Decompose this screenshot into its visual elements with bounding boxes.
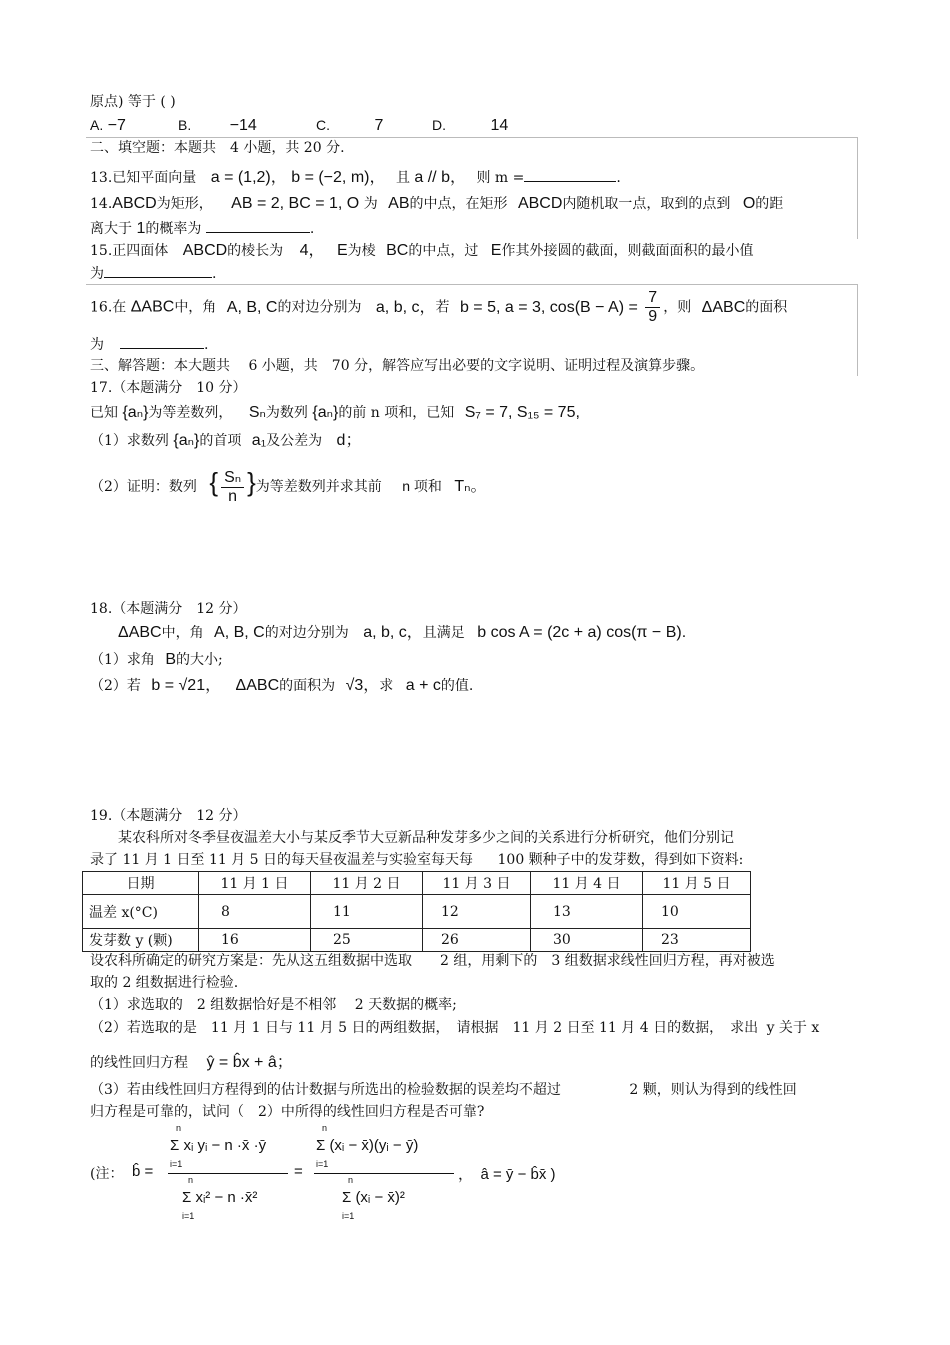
- q17-n-sum: n 项和: [402, 478, 442, 494]
- q19-part-3-line-2: 归方程是可靠的，试问（ 2）中所得的线性回归方程是否可靠?: [90, 1104, 485, 1120]
- q16-text: 在: [112, 299, 127, 316]
- q19-text: 录了 11 月 1 日至 11 月 5 日的每天昼夜温差与实验室每天每: [90, 852, 474, 868]
- q18-line-1: [118, 623, 686, 643]
- q15-e: E: [336, 242, 348, 259]
- table-cell: 23: [643, 929, 751, 952]
- table-cell: 26: [423, 929, 531, 952]
- q14-rect: ABCD: [112, 195, 157, 212]
- q12-option-d-label: D.: [432, 117, 446, 133]
- q19-text: 100 颗种子中的发芽数，得到如下资料:: [497, 852, 744, 868]
- q16-condition: b = 5, a = 3, cos(B − A) =: [459, 298, 638, 316]
- q18-b: B: [165, 651, 177, 668]
- sum-lower-i: i=1: [170, 1159, 183, 1169]
- q19-title: 19.（本题满分 12 分）: [90, 808, 247, 824]
- q19-text: 的线性回归方程: [90, 1055, 188, 1071]
- q17-given: S₇ = 7, S₁₅ = 75,: [464, 404, 580, 421]
- q14-text: 的距: [755, 196, 784, 212]
- q16-text: 的面积: [745, 299, 788, 316]
- q17-text: 为数列: [265, 405, 308, 421]
- q17-brace-left: {: [209, 467, 219, 497]
- q16-end: .: [204, 337, 209, 353]
- scan-line: [857, 284, 858, 376]
- q16-triangle: ΔABC: [701, 298, 746, 316]
- q15-bc: BC: [386, 242, 409, 259]
- scan-line: [857, 137, 858, 239]
- q18-text: 中，角: [161, 625, 204, 641]
- q18-angles: A, B, C: [214, 624, 265, 641]
- q15-end: .: [212, 266, 217, 282]
- q14-number: 14.: [90, 196, 113, 212]
- sum-upper-n: n: [322, 1123, 328, 1133]
- q19-part-2-line-2: [90, 1053, 293, 1073]
- q17-brace-right: }: [247, 467, 256, 497]
- table-cell: 16: [199, 929, 311, 952]
- q12-stem-tail: 原点) 等于 ( ): [90, 94, 176, 110]
- q12-options: [90, 115, 126, 136]
- q17-text: 及公差为: [266, 433, 323, 449]
- table-header-cell: 11 月 5 日: [643, 872, 751, 895]
- q18-text: （1）求角: [90, 652, 155, 668]
- q15-text: 为棱: [347, 243, 376, 259]
- q14-one: 1: [136, 220, 146, 237]
- q17-tn: Tₙ。: [454, 478, 487, 495]
- table-cell: 25: [311, 929, 423, 952]
- fraction-2-bar: [314, 1173, 454, 1174]
- q14-ab: AB: [388, 195, 410, 212]
- q14-text: 的中点，在矩形: [409, 196, 508, 212]
- q18-b-value: b = √21，: [151, 677, 222, 694]
- q19-part-2-line-1: [90, 1018, 819, 1038]
- q17-title: 17.（本题满分 10 分）: [90, 380, 247, 396]
- q17-sn: Sₙ: [248, 404, 266, 421]
- q16-number: 16.: [90, 299, 113, 316]
- q18-text: 的面积为: [279, 678, 336, 694]
- q15-e: E: [490, 242, 502, 259]
- q14-text: 的概率为: [145, 221, 202, 237]
- q14-text: 离大于: [90, 221, 132, 237]
- q17-seq: {aₙ}: [173, 432, 200, 449]
- q15-text: 的中点，过: [408, 243, 479, 259]
- q14-o: O: [742, 195, 756, 212]
- section-3-heading: 三、解答题：本大题共 6 小题，共 70 分，解答应写出必要的文字说明、证明过程及演算步骤。: [90, 358, 705, 374]
- q18-text: 求: [379, 678, 394, 694]
- q18-triangle: ΔABC: [235, 677, 280, 694]
- q17-line-1: [90, 403, 580, 423]
- fraction-1-numerator: Σ xᵢ yᵢ − n ·x̄ ·ȳ: [170, 1137, 267, 1154]
- fraction-2-denominator: Σ (xᵢ − x̄)²: [342, 1189, 405, 1206]
- q12-option-c: [316, 115, 383, 136]
- q17-text: （2）证明：数列: [90, 479, 197, 495]
- q14-end: .: [309, 221, 315, 237]
- q19-text: （3）若由线性回归方程得到的估计数据与所选出的检验数据的误差均不超过: [90, 1082, 561, 1098]
- q18-triangle: ΔABC: [118, 624, 162, 641]
- table-row-label: 温差 x(°C): [83, 895, 199, 929]
- section-2-heading: 二、填空题：本题共 4 小题，共 20 分.: [90, 140, 345, 156]
- table-header-cell: 11 月 1 日: [199, 872, 311, 895]
- q16-text: 中，角: [174, 299, 217, 316]
- q16-answer-blank[interactable]: [120, 334, 204, 349]
- q14-lengths: AB = 2, BC = 1, O: [231, 195, 360, 212]
- note-equals: =: [294, 1163, 303, 1180]
- scan-line: [86, 284, 858, 285]
- q15-answer-blank[interactable]: [104, 263, 212, 278]
- q18-text: 的大小;: [176, 652, 223, 668]
- q16-angles: A, B, C: [226, 298, 278, 316]
- q12-option-a-value: −7: [107, 117, 126, 134]
- q12-option-c-label: C.: [316, 117, 330, 133]
- q15-text: 的棱长为: [227, 243, 284, 259]
- table-cell: 12: [423, 895, 531, 929]
- table-header-cell: 11 月 4 日: [531, 872, 643, 895]
- q16-text: 的对边分别为: [277, 299, 362, 316]
- table-row-label: 发芽数 y (颗): [83, 929, 199, 952]
- table-cell: 13: [531, 895, 643, 929]
- q12-option-c-value: 7: [374, 117, 384, 134]
- q17-fraction: [221, 469, 244, 506]
- q17-d: d；: [336, 432, 362, 449]
- q13-answer-blank[interactable]: [524, 167, 616, 182]
- q17-part-1: [90, 431, 361, 451]
- q14-text: 内随机取一点，取到的点到: [562, 196, 731, 212]
- sum-upper-n: n: [348, 1175, 354, 1185]
- q17-text: 为等差数列并求其前: [255, 479, 382, 495]
- q15-tetra: ABCD: [182, 242, 228, 259]
- q17-a1: a₁: [251, 432, 267, 449]
- q15-number: 15.: [90, 243, 113, 259]
- table-cell: 10: [643, 895, 751, 929]
- sum-lower-i: i=1: [316, 1159, 329, 1169]
- regression-formula-note: [90, 1125, 590, 1225]
- q17-seq: {aₙ}: [312, 404, 339, 421]
- q16-fraction: [645, 289, 660, 326]
- table-cell: 8: [199, 895, 311, 929]
- q13-cond-pre: 且: [395, 170, 410, 186]
- q17-text: 的首项: [199, 433, 242, 449]
- q18-area: √3，: [345, 677, 380, 694]
- q14-text: 为: [363, 196, 378, 212]
- q18-part-2: [90, 676, 473, 696]
- table-header-cell: 11 月 2 日: [311, 872, 423, 895]
- q19-text: （2）若选取的是 11 月 1 日与 11 月 5 日的两组数据， 请根据 11 月 2 日至 11 月 4 日的数据， 求出: [90, 1020, 759, 1036]
- question-16-line-1: [90, 289, 787, 326]
- sum-upper-n: n: [176, 1123, 182, 1133]
- q12-option-d-value: 14: [490, 117, 509, 134]
- note-tail: ， â = ȳ − b̂x̄ ): [458, 1166, 556, 1183]
- q15-edge: 4，: [299, 242, 325, 259]
- q18-part-1: [90, 650, 223, 670]
- q16-fraction-num: 7: [645, 289, 660, 308]
- q13-text: 已知平面向量: [112, 170, 197, 186]
- q13-vector-b: b = (−2, m)，: [291, 169, 386, 186]
- table-row: [83, 929, 751, 952]
- q18-text: 且满足: [422, 625, 465, 641]
- q16-triangle: ΔABC: [130, 298, 175, 316]
- fraction-1-denominator: Σ xᵢ² − n ·x̄²: [182, 1189, 258, 1206]
- table-row: [83, 895, 751, 929]
- q19-text: 2 颗，则认为得到的线性回: [629, 1082, 797, 1098]
- q19-text: y 关于 x: [766, 1020, 820, 1036]
- q16-text: 为: [90, 337, 104, 353]
- question-14-line-1: [90, 194, 783, 214]
- q15-text: 作其外接圆的截面，则截面面积的最小值: [501, 243, 754, 259]
- sum-upper-n: n: [188, 1175, 194, 1185]
- q13-vector-a: a = (1,2)，: [210, 169, 287, 186]
- fraction-2-numerator: Σ (xᵢ − x̄)(yᵢ − ȳ): [316, 1137, 419, 1154]
- q14-text: 为矩形，: [156, 196, 213, 212]
- data-table: [82, 871, 751, 952]
- q13-number: 13.: [90, 170, 113, 186]
- table-header-row: [83, 872, 751, 895]
- q17-text: 的前 n 项和，已知: [338, 405, 455, 421]
- note-open: (注：: [90, 1166, 124, 1182]
- q16-fraction-den: 9: [648, 308, 658, 325]
- q16-text: 若: [435, 299, 450, 316]
- q18-condition: b cos A = (2c + a) cos(π − B).: [477, 624, 687, 641]
- q17-seq: {aₙ}: [122, 404, 149, 421]
- q16-sides: a, b, c，: [375, 298, 436, 316]
- table-cell: 11: [311, 895, 423, 929]
- q13-ask: 则 m =: [476, 170, 525, 186]
- q17-fraction-num: Sₙ: [221, 469, 244, 488]
- table-header-cell: 11 月 3 日: [423, 872, 531, 895]
- q18-sides: a, b, c，: [363, 624, 423, 641]
- q16-text: ，则: [663, 299, 692, 316]
- q14-answer-blank[interactable]: [206, 218, 310, 233]
- q19-part-1: （1）求选取的 2 组数据恰好是不相邻 2 天数据的概率;: [90, 997, 457, 1013]
- q12-option-b-value: −14: [229, 117, 257, 134]
- q18-text: 的对边分别为: [264, 625, 349, 641]
- q19-plan-1: 设农科所确定的研究方案是：先从这五组数据中选取 2 组，用剩下的 3 组数据求线性回归方程，再对被选: [90, 953, 775, 969]
- fraction-1-bar: [168, 1173, 288, 1174]
- question-15-line-2: [90, 263, 216, 284]
- sum-lower-i: i=1: [182, 1211, 195, 1221]
- q19-plan-2: 取的 2 组数据进行检验.: [90, 975, 239, 991]
- q15-text: 正四面体: [112, 243, 169, 259]
- question-16-line-2: [90, 334, 208, 355]
- q17-text: 已知: [90, 405, 118, 421]
- q14-rect: ABCD: [517, 195, 563, 212]
- q17-fraction-den: n: [228, 487, 238, 505]
- table-header-cell: 日期: [83, 872, 199, 895]
- q18-text: 的值.: [440, 678, 474, 694]
- note-bhat: b̂ =: [132, 1163, 154, 1180]
- q12-option-b: [178, 115, 257, 136]
- q13-end: .: [616, 170, 621, 186]
- q19-regression-eq: ŷ = b̂x + â；: [206, 1054, 293, 1071]
- sum-lower-i: i=1: [342, 1211, 355, 1221]
- q17-text: （1）求数列: [90, 433, 169, 449]
- question-15-line-1: [90, 241, 753, 261]
- question-14-line-2: [90, 218, 314, 239]
- q19-part-3-line-1: [90, 1080, 797, 1100]
- q12-option-b-label: B.: [178, 117, 192, 133]
- q13-condition: a // b，: [414, 169, 466, 186]
- q18-title: 18.（本题满分 12 分）: [90, 601, 247, 617]
- question-13: [90, 167, 621, 188]
- q19-intro-2: [90, 850, 743, 870]
- q18-sum: a + c: [405, 677, 441, 694]
- q12-option-d: [432, 115, 508, 136]
- q18-text: （2）若: [90, 678, 141, 694]
- table-cell: 30: [531, 929, 643, 952]
- q15-text: 为: [90, 266, 104, 282]
- q17-text: 为等差数列，: [148, 405, 233, 421]
- q17-part-2: [90, 462, 487, 507]
- q12-option-a-label: A.: [90, 117, 104, 133]
- q19-intro-1: 某农科所对冬季昼夜温差大小与某反季节大豆新品种发芽多少之间的关系进行分析研究，他们分别记: [118, 830, 734, 846]
